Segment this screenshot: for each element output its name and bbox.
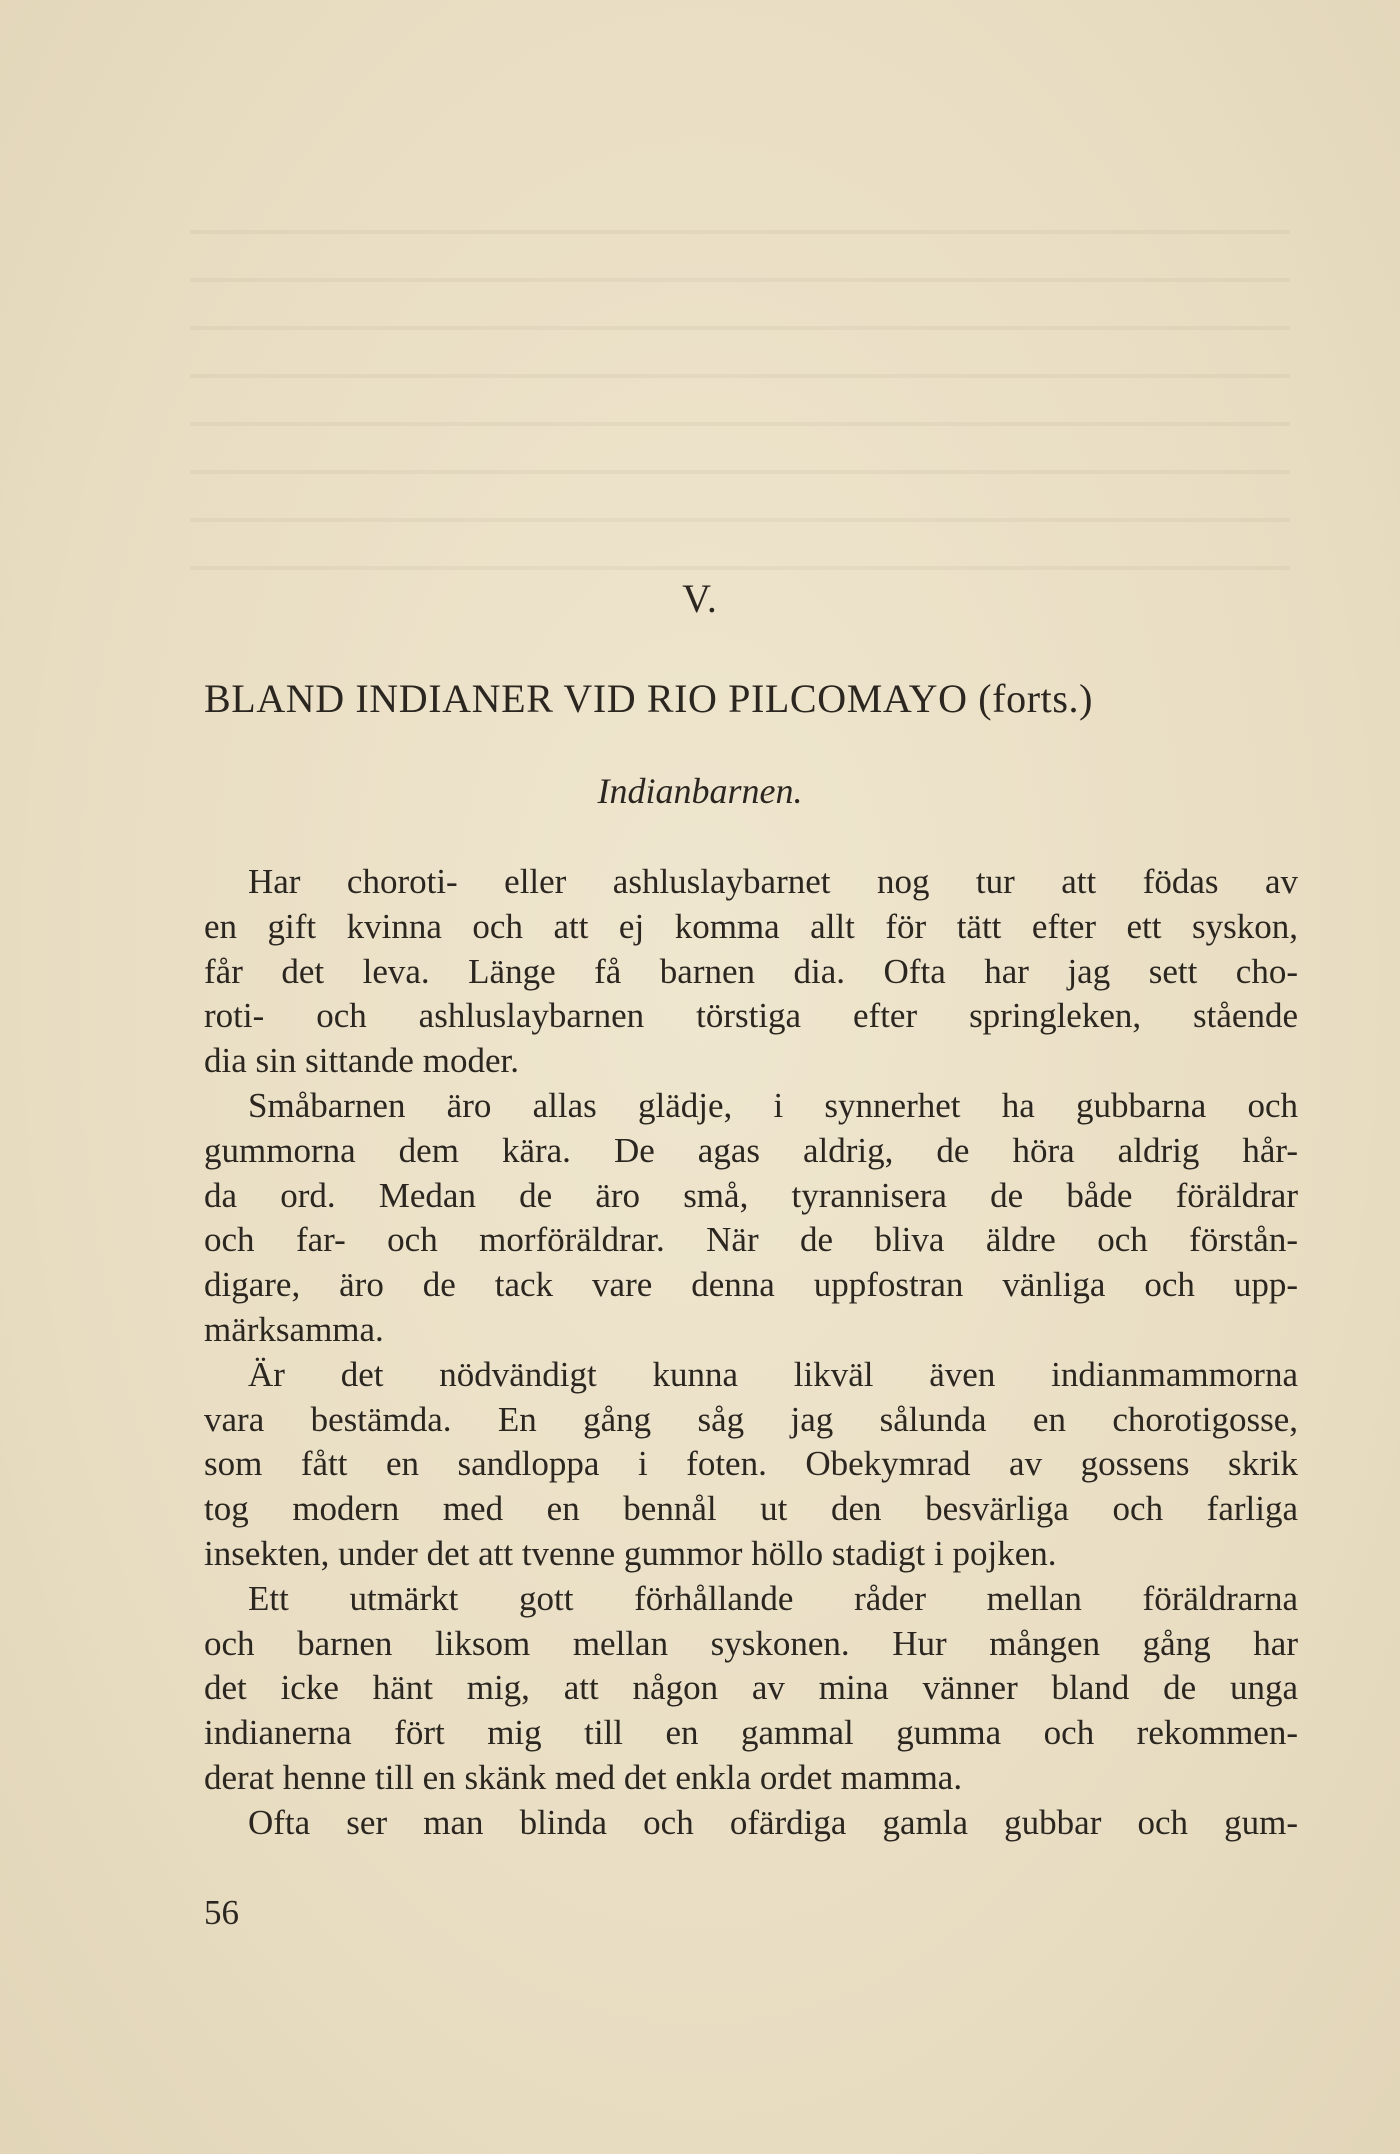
chapter-number: V. — [682, 576, 718, 621]
text-line: dia sin sittande moder. — [204, 1041, 519, 1081]
text-line: gummorna dem kära. De agas aldrig, de höra aldrig hår- — [204, 1130, 1298, 1170]
text-line: får det leva. Länge få barnen dia. Ofta har jag sett cho- — [204, 951, 1298, 991]
text-line: Är det nödvändigt kunna likväl även indianmammorna — [248, 1354, 1298, 1394]
text-line: roti- och ashluslaybarnen törstiga efter springleken, stående — [204, 996, 1298, 1036]
text-line: digare, äro de tack vare denna uppfostran vänliga och upp- — [204, 1265, 1298, 1305]
text-line: Har choroti- eller ashluslaybarnet nog tur att födas av — [248, 862, 1298, 901]
text-line: en gift kvinna och att ej komma allt för tätt efter ett syskon, — [204, 906, 1298, 946]
text-line: och barnen liksom mellan syskonen. Hur mången gång har — [204, 1623, 1298, 1663]
text-line: indianerna fört mig till en gammal gumma och rekommen- — [204, 1713, 1298, 1753]
text-line: vara bestämda. En gång såg jag sålunda en chorotigosse, — [204, 1399, 1298, 1439]
text-line: Ofta ser man blinda och ofärdiga gamla gubbar och gum- — [248, 1802, 1298, 1842]
text-line: tog modern med en bennål ut den besvärliga och farliga — [204, 1489, 1298, 1529]
chapter-title: BLAND INDIANER VID RIO PILCOMAYO (forts.) — [204, 676, 1094, 721]
page-number: 56 — [204, 1893, 239, 1932]
text-line: derat henne till en skänk med det enkla ordet mamma. — [204, 1757, 963, 1797]
section-subtitle: Indianbarnen. — [597, 771, 803, 811]
body-text — [204, 860, 1298, 1846]
text-line: Ett utmärkt gott förhållande råder mellan föräldrarna — [248, 1578, 1298, 1618]
text-line: som fått en sandloppa i foten. Obekymrad av gossens skrik — [204, 1444, 1298, 1484]
text-line: och far- och morföräldrar. När de bliva äldre och förstån- — [204, 1220, 1298, 1260]
text-line: Småbarnen äro allas glädje, i synnerhet ha gubbarna och — [248, 1085, 1298, 1125]
text-line: märksamma. — [204, 1309, 384, 1349]
bleed-through-texture — [190, 200, 1290, 580]
text-line: insekten, under det att tvenne gummor höllo stadigt i pojken. — [204, 1533, 1057, 1573]
text-line: det icke hänt mig, att någon av mina vänner bland de unga — [204, 1668, 1298, 1708]
text-line: da ord. Medan de äro små, tyrannisera de både föräldrar — [204, 1175, 1298, 1215]
